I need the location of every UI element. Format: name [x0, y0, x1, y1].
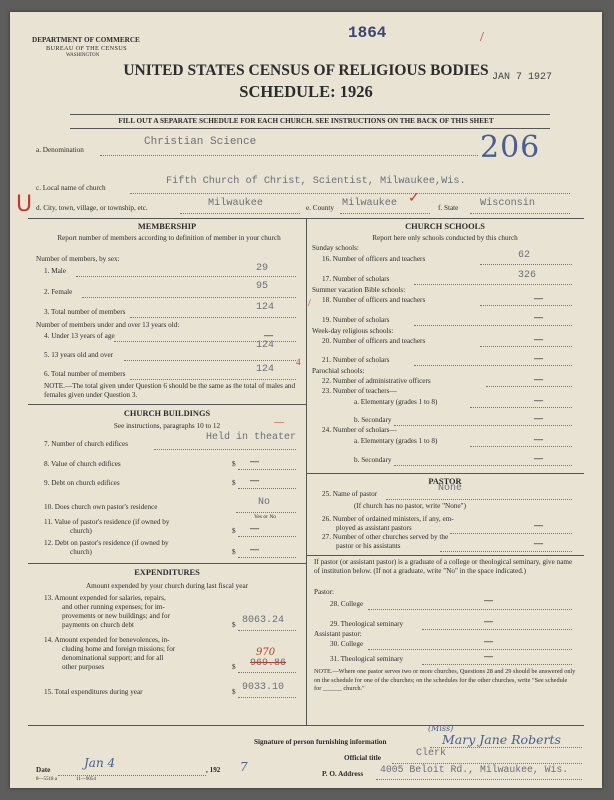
q3-total-value[interactable]: 124	[256, 302, 275, 313]
q29-dash: —	[484, 616, 493, 626]
q29-label: 29. Theological seminary	[330, 620, 404, 628]
q22-label: 22. Number of administrative officers	[322, 377, 431, 385]
q16-value[interactable]: 62	[518, 250, 531, 261]
q14-value[interactable]: 969.86	[250, 658, 287, 669]
q21-label: 21. Number of scholars	[322, 356, 390, 364]
yes-no-hint: Yes or No	[254, 514, 277, 520]
q27-label: 27. Number of other churches served by the	[322, 533, 449, 541]
census-schedule-sheet: DEPARTMENT OF COMMERCE BUREAU OF THE CENSUS WASHINGTON 1864 JAN 7 1927 UNITED STATES CENSUS OF RELIGIOUS BODIES SCHEDULE: 1926 FILL OUT A SEPARATE SCHEDULE FOR EACH CHURCH. SEE INSTRUCTIONS ON THE BACK OF THIS SHEET a. Denomination Christian Science 206 c. Local name of church Fifth Church of Christ, Scientist, Milwaukee,Wis. U d. City, town, village, or township, etc. Milwaukee e. County Milwaukee ✓ f. State Wisconsin MEMBERSHIP Report number of members according to definition of member in your church Number of members, by sex: 1. Male 29 2. Female 95 3. Total number of members 124 Number of members under and over 13 years old: 4. Under 13 years of age — 5. 13 years old and over 124 6. Total number of members 124 NOTE.—The total given under Question 6 should be the same as the total of males and females given under Question 3. CHURCH BUILDINGS See instructions, paragraphs 10 to 12 — 7. Number of church edifices Held in theater 8. Value of church edifices $ — 9. Debt on church edifices $ — 10. Does church own pastor's residence No Yes or No 11. Value of pastor's residence (if owned by church) $ — 12. Debt on pastor's residence (if owned by church) $ — EXPENDITURES Amount expended by your church during last fiscal year 13. Amount expended for salaries, repairs, and other running expenses; for im- provements or new buildings; and for payments on church debt $ 8063.24 14. Amount expended for benevolences, in- cluding home and foreign missions; for denominational support; and for all other purposes $ 970 969.86 15. Total expenditures during year $ 9033.10 CHURCH SCHOOLS Report here only schools conducted by this church Sunday schools: 16. Number of officers and teachers 62 17. Number of scholars 326 Summer vacation Bible schools: 18. Number of officers and teachers — 19. Number of scholars — Week-day religious schools: 20. Number of officers and teachers — 21. Number of scholars — Parochial schools: 22. Number of administrative officers — 23. Number of teachers— a. Elementary (grades 1 to 8) — b. Secondary — 24. Number of scholars— a. Elementary (grades 1 to 8) — b. Secondary — PASTOR 25. Name of pastor None (If church has no pastor, write "None") 26. Number of ordained ministers, if any, em- ployed as assistant pastors — 27. Number of other churches served by the pastor or his assistants — If pastor (or assistant pastor) is a graduate of a college or theological seminary, give name of institution below. (If not a graduate, write "No" in the space indicated.) Pastor: 28. College — 29. Theological seminary — Assistant pastor: 30. College — 31. Theological seminary — NOTE.—Where one pastor serves two or more churches, Questions 28 and 29 should be answered only on the schedule for one of the churches; on the schedules for the other churches, write "See schedule for ______ church." Signature of person furnishing information (Miss) Mary Jane Roberts Official title Clerk Date Jan 4 , 192 7 8—5518 a 11—9054 P. O. Address 4005 Beloit Rd., Milwaukee, Wis. / 4 /	[10, 12, 602, 788]
q6-tick: 4	[296, 357, 301, 367]
pastor-note: NOTE.—Where one pastor serves two or more churches, Questions 28 and 29 should be answered only on the schedule for one of the churches; on the schedules for the other churches, write "See schedule for ______ church."	[314, 668, 576, 692]
expenditures-intro: Amount expended by your church during last fiscal year	[85, 582, 249, 590]
church-schools-intro: Report here only schools conducted by this church	[372, 234, 518, 242]
q1-male-value[interactable]: 29	[256, 263, 269, 274]
q18-dash: —	[534, 293, 543, 303]
code-number: 206	[480, 130, 541, 165]
q26-dash: —	[534, 520, 543, 530]
print-number: 11—9054	[76, 777, 96, 782]
q28-dash: —	[484, 595, 493, 605]
q6-total-label: 6. Total number of members	[44, 370, 126, 378]
church-schools-title: CHURCH SCHOOLS	[405, 222, 485, 231]
q23a-label: a. Elementary (grades 1 to 8)	[354, 398, 438, 406]
q20-label: 20. Number of officers and teachers	[322, 337, 426, 345]
q14-correction: 970	[256, 647, 276, 658]
header-rule-2	[70, 128, 550, 129]
membership-note: NOTE.—The total given under Question 6 should be the same as the total of males and females given under Question 3.	[44, 382, 296, 399]
q18-label: 18. Number of officers and teachers	[322, 296, 426, 304]
received-date-stamp: JAN 7 1927	[492, 72, 553, 83]
q11-dash: —	[250, 523, 259, 533]
q23a-dash: —	[534, 395, 543, 405]
q15-value[interactable]: 9033.10	[242, 682, 285, 693]
q11-label: 11. Value of pastor's residence (if owned by	[44, 518, 170, 526]
city-label-field: d. City, town, village, or township, etc.	[36, 204, 148, 212]
q4-under13-value[interactable]: —	[264, 330, 273, 340]
q31-label: 31. Theological seminary	[330, 655, 404, 663]
year-digit[interactable]: 7	[240, 760, 248, 774]
department-label: DEPARTMENT OF COMMERCE	[32, 36, 140, 44]
graduate-note: If pastor (or assistant pastor) is a graduate of a college or theological seminary, give name of institution below. (If not a graduate, write "No" in the space indicated.)	[314, 558, 573, 575]
q17-label: 17. Number of scholars	[322, 275, 390, 283]
q24b-dash: —	[534, 453, 543, 463]
county-check-mark: ✓	[408, 191, 420, 206]
q2-female-label: 2. Female	[44, 288, 73, 296]
q17-value[interactable]: 326	[518, 270, 537, 281]
q30-dash: —	[484, 636, 493, 646]
q30-label: 30. College	[330, 640, 364, 648]
form-title: UNITED STATES CENSUS OF RELIGIOUS BODIES	[123, 62, 489, 79]
q15-label: 15. Total expenditures during year	[44, 688, 143, 696]
column-divider	[306, 218, 307, 725]
pastor-title: PASTOR	[428, 477, 462, 486]
q7-edifices-label: 7. Number of church edifices	[44, 440, 129, 448]
membership-intro: Report number of members according to definition of member in your church	[57, 234, 281, 242]
denomination-label: a. Denomination	[36, 146, 84, 154]
official-title-label: Official title	[344, 754, 381, 762]
q5-over13-value[interactable]: 124	[256, 340, 275, 351]
by-sex-label: Number of members, by sex:	[36, 255, 120, 263]
form-subtitle: SCHEDULE: 1926	[239, 82, 373, 101]
q12-dash: —	[250, 544, 259, 554]
county-value[interactable]: Milwaukee	[342, 198, 398, 209]
signature-label: Signature of person furnishing information	[254, 738, 387, 746]
q24a-label: a. Elementary (grades 1 to 8)	[354, 437, 438, 445]
county-label: e. County	[306, 204, 334, 212]
q24a-dash: —	[534, 434, 543, 444]
q4-under13-label: 4. Under 13 years of age	[44, 332, 115, 340]
q28-label: 28. College	[330, 600, 364, 608]
denomination-value[interactable]: Christian Science	[144, 136, 257, 148]
state-label: f. State	[438, 204, 459, 212]
q9-debt-label: 9. Debt on church edifices	[44, 479, 120, 487]
q12-label: 12. Debt on pastor's residence (if owned by	[44, 539, 169, 547]
q24b-label: b. Secondary	[354, 456, 392, 464]
bureau-label: BUREAU OF THE CENSUS	[46, 45, 127, 52]
q2-female-value[interactable]: 95	[256, 281, 269, 292]
q27-dash: —	[534, 538, 543, 548]
q22-dash: —	[534, 374, 543, 384]
u-mark: U	[16, 192, 33, 217]
form-instruction: FILL OUT A SEPARATE SCHEDULE FOR EACH CHURCH. SEE INSTRUCTIONS ON THE BACK OF THIS SHEET	[118, 117, 494, 125]
q19-label: 19. Number of scholars	[322, 316, 390, 324]
expenditures-title: EXPENDITURES	[134, 568, 200, 577]
city-label: WASHINGTON	[66, 53, 100, 58]
q7-edifices-value[interactable]: Held in theater	[206, 432, 297, 443]
membership-title: MEMBERSHIP	[137, 222, 197, 231]
city-value[interactable]: Milwaukee	[208, 198, 264, 209]
church-name-value[interactable]: Fifth Church of Christ, Scientist, Milwaukee,Wis.	[166, 176, 466, 187]
official-title-value[interactable]: Clerk	[416, 748, 447, 759]
form-number: 8—5518 a	[36, 777, 57, 782]
buildings-see-instructions: See instructions, paragraphs 10 to 12	[113, 422, 221, 430]
q13-value[interactable]: 8063.24	[242, 615, 285, 626]
stamp-number: 1864	[348, 24, 387, 42]
q25-label: 25. Name of pastor	[322, 490, 378, 498]
church-buildings-title: CHURCH BUILDINGS	[123, 409, 211, 418]
church-name-label: c. Local name of church	[36, 184, 106, 192]
q1-male-label: 1. Male	[44, 267, 66, 275]
q23b-dash: —	[534, 413, 543, 423]
q6-total-value[interactable]: 124	[256, 364, 275, 375]
q8-value-label: 8. Value of church edifices	[44, 460, 121, 468]
q23b-label: b. Secondary	[354, 416, 392, 424]
q19-dash: —	[534, 312, 543, 322]
q31-dash: —	[484, 651, 493, 661]
q21-dash: —	[534, 353, 543, 363]
q26-label: 26. Number of ordained ministers, if any, em-	[322, 515, 454, 523]
date-value[interactable]: Jan 4	[84, 756, 116, 770]
q25-value[interactable]: None	[438, 483, 463, 494]
header-rule	[70, 114, 550, 115]
q9-debt-dash: —	[250, 475, 259, 485]
q14-label: 14. Amount expended for benevolences, in-	[44, 636, 170, 644]
state-value[interactable]: Wisconsin	[480, 198, 536, 209]
age-heading: Number of members under and over 13 years old:	[36, 321, 180, 329]
q5-over13-label: 5. 13 years old and over	[44, 351, 114, 359]
signature-value[interactable]: Mary Jane Roberts	[442, 732, 561, 747]
q16-label: 16. Number of officers and teachers	[322, 255, 426, 263]
q10-residence-label: 10. Does church own pastor's residence	[44, 503, 158, 511]
address-label: P. O. Address	[322, 770, 364, 778]
q10-residence-value[interactable]: No	[258, 497, 271, 508]
address-value[interactable]: 4005 Beloit Rd., Milwaukee, Wis.	[380, 764, 569, 775]
q13-label: 13. Amount expended for salaries, repairs,	[44, 594, 166, 602]
date-label: Date	[36, 766, 51, 774]
miss-prefix: (Miss)	[428, 724, 454, 733]
q20-dash: —	[534, 334, 543, 344]
q8-value-dash: —	[250, 456, 259, 466]
q3-total-label: 3. Total number of members	[44, 308, 126, 316]
